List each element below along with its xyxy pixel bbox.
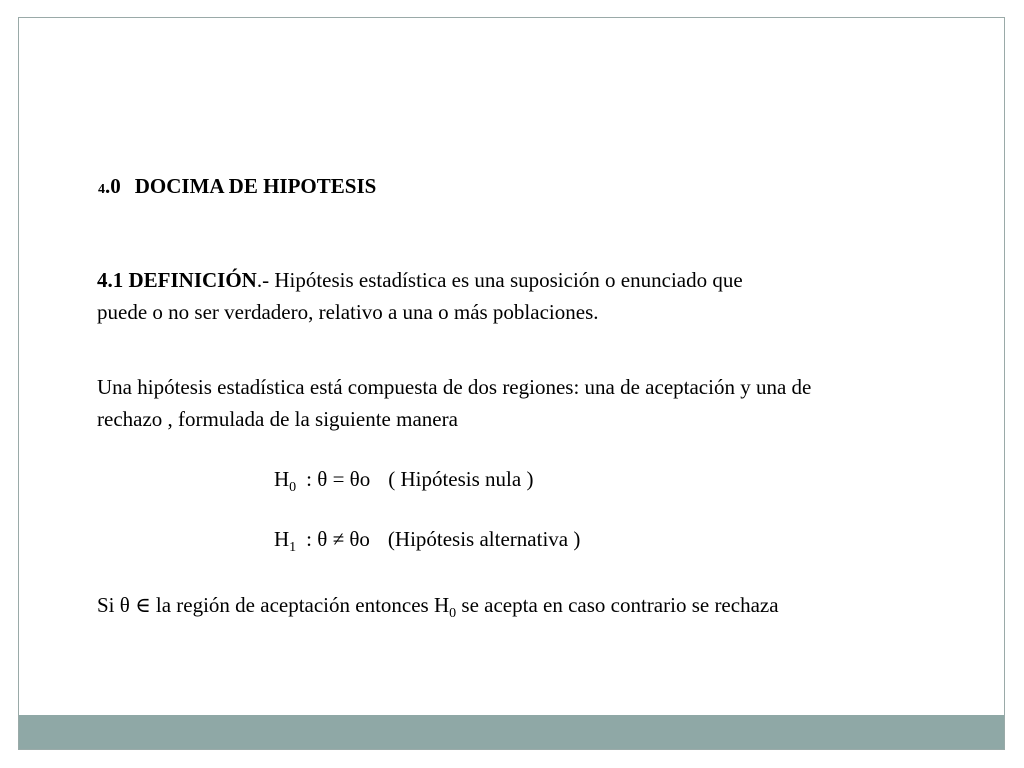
heading-number-minor: .0 <box>105 174 121 198</box>
h0-symbol: H <box>274 467 290 491</box>
definition-line-1 <box>97 264 743 296</box>
definition-paragraph <box>97 264 743 328</box>
h0-expression: : θ = θo <box>306 467 371 491</box>
regions-line-1: Una hipótesis estadística está compuesta de dos regiones: una de aceptación y una de <box>97 375 812 399</box>
h1-description: (Hipótesis alternativa ) <box>387 527 581 551</box>
slide <box>18 17 1005 750</box>
null-hypothesis-formula <box>274 467 534 495</box>
h1-expression: : θ ≠ θo <box>306 527 370 551</box>
section-heading <box>98 174 376 199</box>
h0-description: ( Hipótesis nula ) <box>388 467 534 491</box>
conclusion-text-1: Si θ ∈ la región de aceptación entonces H <box>97 593 450 617</box>
definition-label: 4.1 DEFINICIÓN <box>97 268 257 292</box>
regions-paragraph <box>97 371 811 435</box>
conclusion-text-2: se acepta en caso contrario se rechaza <box>456 593 779 617</box>
footer-bar <box>19 715 1004 749</box>
h1-symbol: H <box>274 527 290 551</box>
h1-subscript: 1 <box>289 540 297 555</box>
h0-subscript: 0 <box>289 480 297 495</box>
conclusion-paragraph <box>97 589 779 621</box>
definition-line-2: puede o no ser verdadero, relativo a una o más poblaciones. <box>97 300 599 324</box>
alt-hypothesis-formula <box>274 527 581 555</box>
conclusion-subscript: 0 <box>449 606 457 621</box>
regions-line-2: rechazo , formulada de la siguiente manera <box>97 407 458 431</box>
heading-title: DOCIMA DE HIPOTESIS <box>134 174 377 198</box>
heading-number-major: 4 <box>98 182 105 197</box>
definition-text-1: .- Hipótesis estadística es una suposición o enunciado que <box>256 268 743 292</box>
